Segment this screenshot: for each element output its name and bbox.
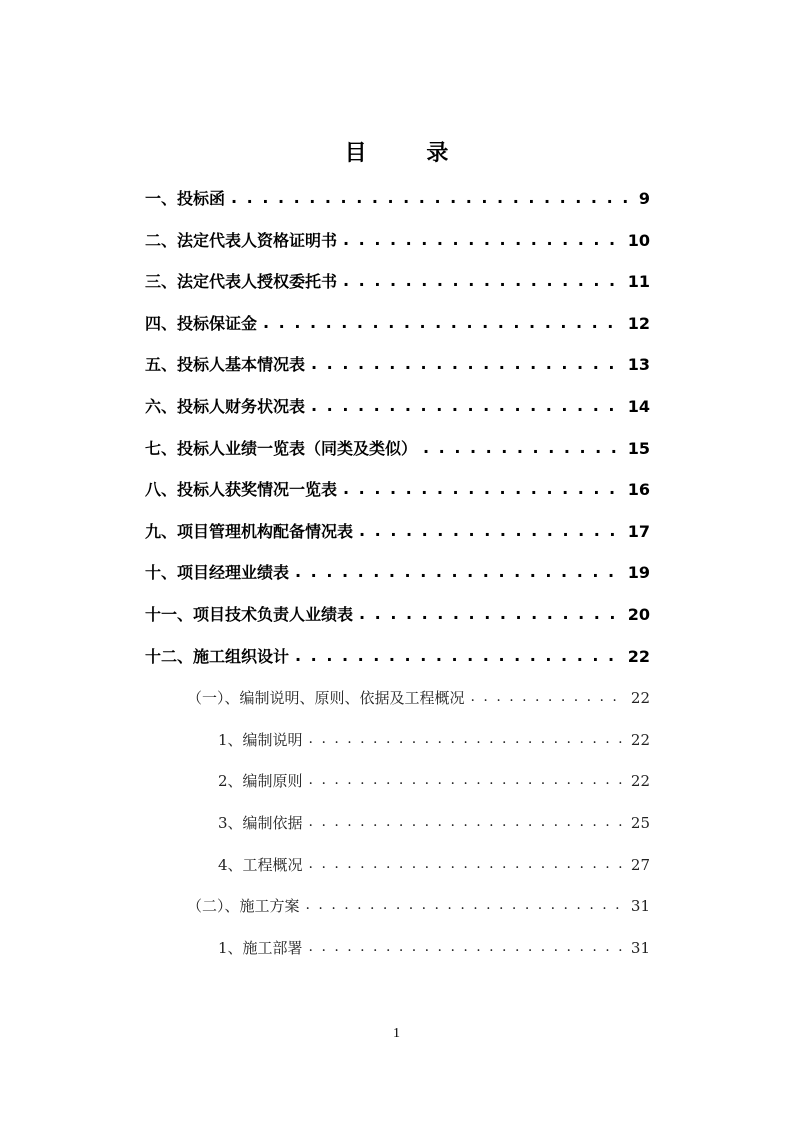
toc-dot-leader [309,936,625,958]
page-number: 1 [393,1026,400,1041]
toc-entry-label: 四、投标保证金 [145,314,258,333]
toc-entry-label: 2、编制原则 [218,772,303,790]
toc-entry-page-number: 22 [627,647,650,666]
toc-entry-page-number: 22 [630,689,650,707]
toc-dot-leader [309,728,625,750]
toc-entry-label: 一、投标函 [145,189,226,208]
toc-entry-label: 六、投标人财务状况表 [145,397,306,416]
toc-entry-label: 1、编制说明 [218,731,303,749]
toc-entry-label: 八、投标人获奖情况一览表 [145,480,338,499]
toc-entry-label: 九、项目管理机构配备情况表 [145,522,354,541]
toc-entry[interactable] [145,638,650,668]
toc-dot-leader [295,645,622,667]
toc-entry[interactable] [145,346,650,376]
toc-entry-label: 三、法定代表人授权委托书 [145,272,338,291]
toc-dot-leader [471,686,625,708]
toc-entry-page-number: 10 [627,231,650,250]
toc-entry[interactable] [145,513,650,543]
toc-entry[interactable] [218,929,650,959]
toc-dot-leader [309,811,625,833]
toc-entry-page-number: 17 [627,522,650,541]
toc-entry[interactable] [218,804,650,834]
toc-entry-page-number: 11 [627,272,650,291]
toc-dot-leader [311,395,622,417]
toc-entry-page-number: 9 [638,189,650,208]
toc-dot-leader [309,853,625,875]
toc-entry-label: 七、投标人业绩一览表（同类及类似） [145,439,418,458]
toc-entry[interactable] [145,596,650,626]
toc-entry[interactable] [145,263,650,293]
toc-entry-page-number: 19 [627,563,650,582]
toc-entry[interactable] [218,846,650,876]
toc-dot-leader [343,229,622,251]
toc-dot-leader [231,187,633,209]
toc-entry[interactable] [218,721,650,751]
toc-dot-leader [423,437,622,459]
toc-entry[interactable] [145,305,650,335]
toc-dot-leader [309,769,625,791]
toc-dot-leader [343,270,622,292]
toc-entry[interactable] [145,180,650,210]
toc-entry-label: 4、工程概况 [218,856,303,874]
toc-entry[interactable] [145,471,650,501]
toc-entry-page-number: 27 [630,856,650,874]
toc-dot-leader [263,312,622,334]
toc-entry[interactable] [145,430,650,460]
toc-entry-page-number: 31 [630,939,650,957]
toc-dot-leader [343,478,622,500]
toc-entry-label: 十二、施工组织设计 [145,647,290,666]
toc-entry[interactable] [145,222,650,252]
toc-dot-leader [359,603,622,625]
toc-entry-page-number: 22 [630,772,650,790]
toc-dot-leader [359,520,622,542]
toc-entry-page-number: 15 [627,439,650,458]
toc-dot-leader [311,353,622,375]
toc-entry-label: （一）、编制说明、原则、依据及工程概况 [187,689,465,707]
toc-entry-page-number: 13 [627,355,650,374]
toc-entry-label: 二、法定代表人资格证明书 [145,231,338,250]
toc-title: 目 录 [344,141,475,166]
toc-entry-page-number: 25 [630,814,650,832]
toc-entry-label: 3、编制依据 [218,814,303,832]
toc-entry-page-number: 31 [630,897,650,915]
toc-entry[interactable] [218,762,650,792]
toc-entry-label: 十一、项目技术负责人业绩表 [145,605,354,624]
toc-entry[interactable] [145,554,650,584]
toc-entry-label: （二）、施工方案 [187,897,300,915]
toc-entry[interactable] [187,887,650,917]
toc-entry-page-number: 16 [627,480,650,499]
toc-dot-leader [306,894,625,916]
toc-entry[interactable] [145,388,650,418]
toc-entry[interactable] [187,679,650,709]
toc-entry-page-number: 22 [630,731,650,749]
toc-entry-page-number: 12 [627,314,650,333]
toc-entry-label: 五、投标人基本情况表 [145,355,306,374]
toc-entry-page-number: 20 [627,605,650,624]
toc-entry-page-number: 14 [627,397,650,416]
toc-dot-leader [295,561,622,583]
toc-entry-label: 1、施工部署 [218,939,303,957]
toc-entry-label: 十、项目经理业绩表 [145,563,290,582]
